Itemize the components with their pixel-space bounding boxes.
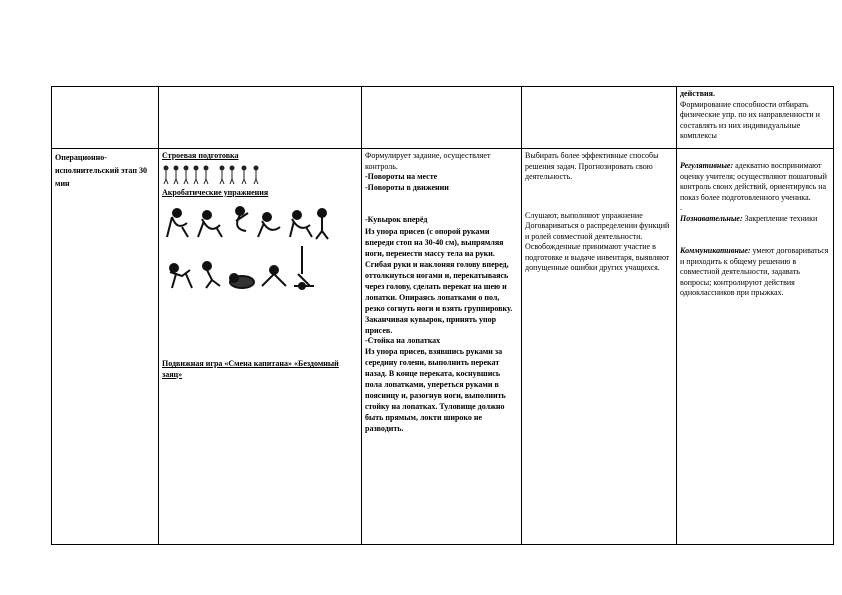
table-row — [52, 149, 834, 545]
cell-stage — [52, 149, 159, 545]
lesson-plan-table — [51, 86, 834, 545]
teacher-line3: -Повороты в движении — [365, 182, 449, 192]
cell-teacher — [362, 149, 522, 545]
uud-dot: . — [680, 203, 682, 212]
cell-students-empty — [522, 87, 677, 149]
spacer — [525, 183, 673, 211]
spacer — [162, 297, 358, 359]
uud-reg-label: Регулятивные: — [680, 161, 734, 170]
roll-title: -Кувырок вперёд — [365, 215, 428, 224]
cell-content — [159, 149, 362, 545]
cell-uud-prev — [677, 87, 834, 149]
drill-figures-image — [162, 165, 262, 185]
cell-uud — [677, 149, 834, 545]
drill-title: Строевая подготовка — [162, 151, 239, 160]
cell-students — [522, 149, 677, 545]
uud-cognitive — [680, 214, 830, 225]
uud-reg-text: адекватно воспринимают оценку учителя; осуществляют пошаговый контроль своих действий, ориентируясь на показ более подготовленного ученика. — [680, 161, 827, 202]
stand-text: Из упора присев, взявшись руками за середину голени, выполнить перекат назад. В конце переката, коснувшись пола лопатками, упереться руками в поясницу и, разогнув ноги, выполнить стойку на лопатках. Туловище должно быть прямым, локти широко не разводить. — [365, 347, 506, 433]
uud-prev-text: Формирование способности отбирать физические упр. по их направленности и составлять из них индивидуальные комплексы — [680, 99, 820, 140]
cell-stage-empty — [52, 87, 159, 149]
game-title: Подвижная игра «Смена капитана» «Бездомный заяц» — [162, 359, 339, 379]
cell-teacher-empty — [362, 87, 522, 149]
students-text2: Слушают, выполняют упражнение Договариваться о распределении функций и ролей совместной деятельности. — [525, 210, 670, 241]
stand-title: -Стойка на лопатках — [365, 335, 441, 345]
spacer — [680, 224, 830, 246]
spacer — [680, 151, 830, 161]
cell-content-empty — [159, 87, 362, 149]
teacher-line1: Формулирует задание, осуществляет контроль. — [365, 151, 491, 171]
students-text1: Выбирать более эффективные способы решения задач. Прогнозировать свою деятельность. — [525, 151, 659, 181]
students-text3: Освобожденные принимают участие в подготовке и выдаче инвентаря, выявляют допущенные ошибки других учащихся. — [525, 242, 670, 272]
shoulder-stand-figures-image — [162, 244, 332, 294]
uud-com-label: Коммуникативные: — [680, 246, 751, 255]
roll-text: Из упора присев (с опорой руками впереди стоп на 30-40 см), выпрямляя ноги, перенести массу тела на руки. Сгибая руки и наклоняя голову вперед, оттолкнуться ногами и, перекатываясь через голову, сделать перекат на шею и лопатки. Опираясь лопатками о пол, резко согнуть ноги и взять группировку. Заканчивая кувырок, принять упор присев. — [365, 226, 513, 335]
table-row — [52, 87, 834, 149]
teacher-line2: -Повороты на месте — [365, 172, 438, 181]
uud-com-text: умеют договариваться и приходить к общему решению в совместной деятельности, задавать вопросы; контролируют действия одноклассников при прыжках. — [680, 246, 829, 297]
stage-label: Операционно-исполнительский этап 30 мин — [55, 153, 147, 188]
spacer — [365, 193, 518, 215]
uud-regulative — [680, 161, 830, 203]
acro-title: Акробатические упражнения — [162, 187, 269, 197]
uud-cog-label: Познавательные: — [680, 213, 743, 223]
uud-cog-text: Закрепление техники — [744, 213, 818, 223]
somersault-figures-image — [162, 201, 332, 241]
uud-tail-text: действия. — [680, 89, 715, 98]
uud-communicative — [680, 246, 830, 299]
